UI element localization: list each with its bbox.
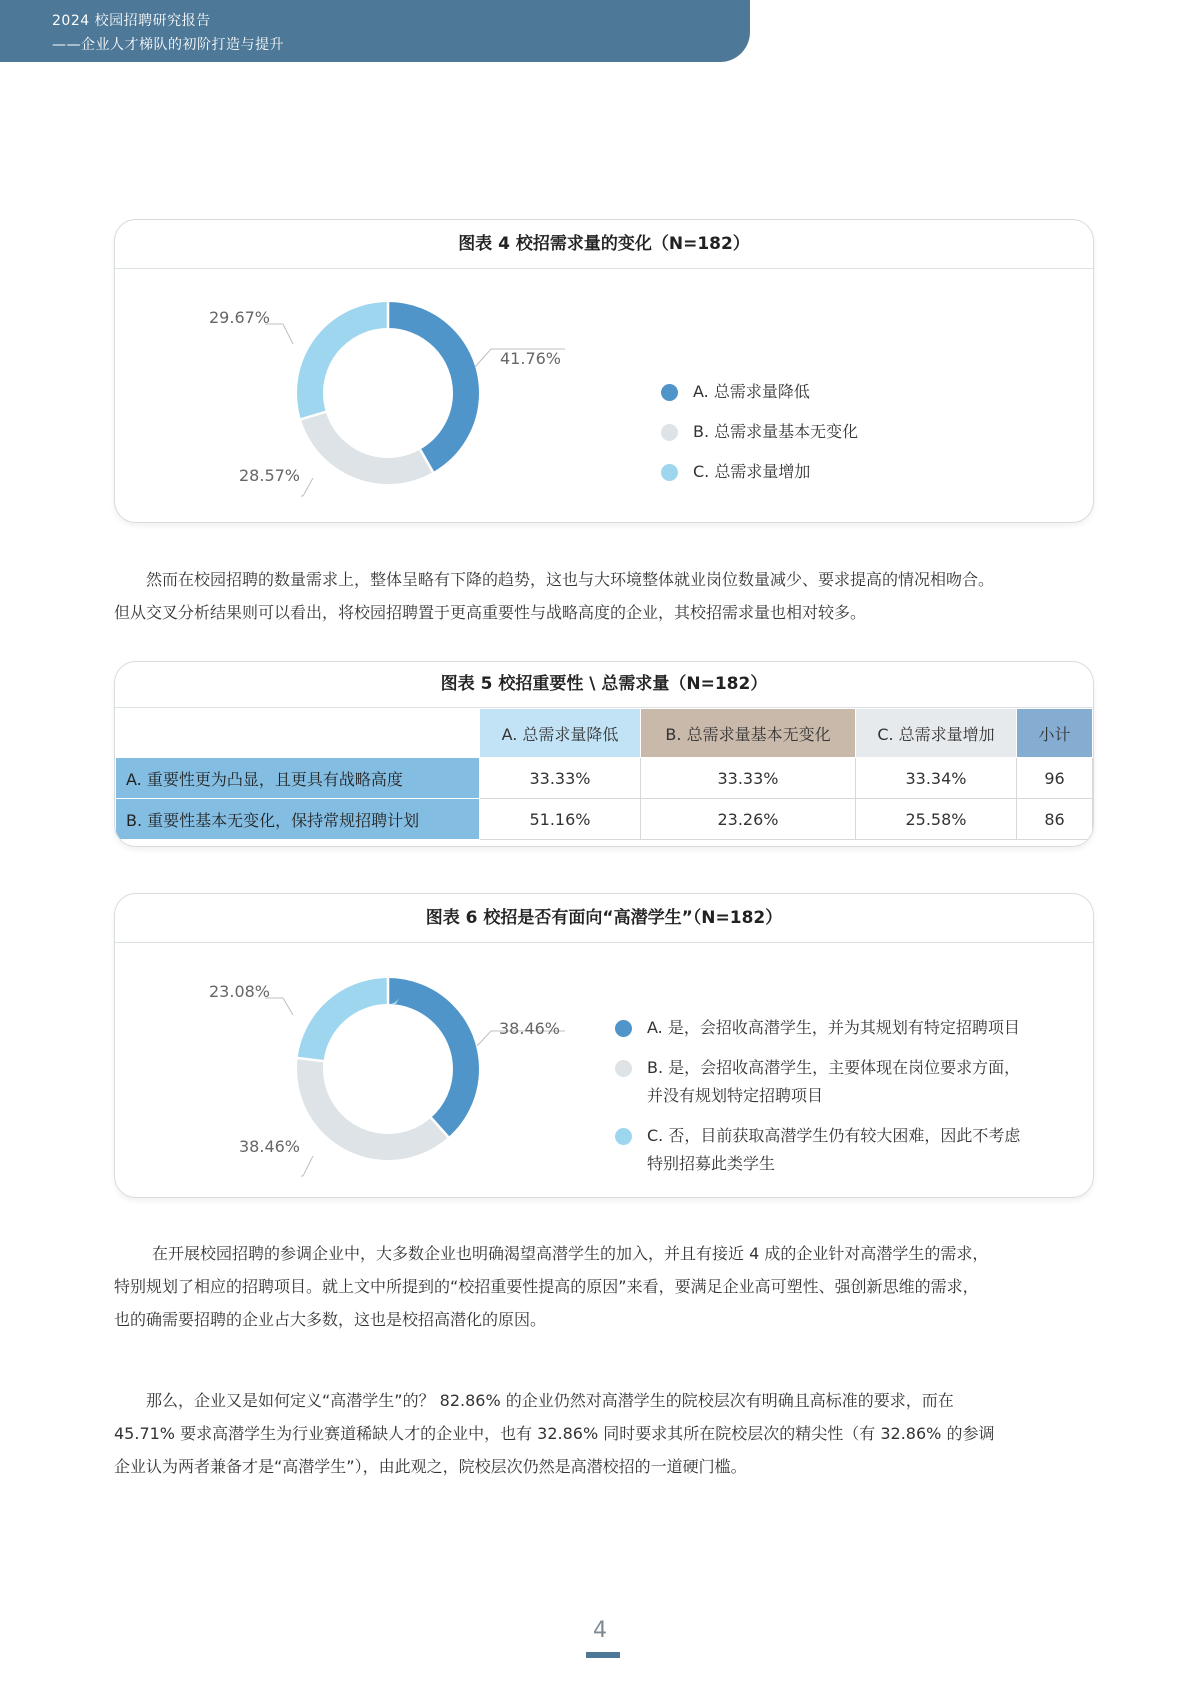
legend-dot-b-icon [661, 424, 678, 441]
figure6-card [114, 893, 1094, 1198]
legend-item-a [661, 378, 858, 406]
legend-item-b [661, 418, 858, 446]
paragraph-2-line-3: 也的确需要招聘的企业占大多数，这也是校招高潜化的原因。 [114, 1310, 547, 1329]
paragraph-2-line-1: 在开展校园招聘的参调企业中，大多数企业也明确渴望高潜学生的加入，并且有接近 4 成的企业针对高潜学生的需求， [152, 1244, 989, 1263]
cross-analysis-table [115, 708, 1093, 840]
page-number-underline [586, 1652, 620, 1658]
figure4-legend [661, 378, 858, 486]
legend-dot-a-icon [661, 384, 678, 401]
legend-label-a: A. 总需求量降低 [693, 382, 810, 401]
figure6-title: 图表 6 校招是否有面向“高潜学生”（N=182） [115, 894, 1093, 943]
table-cell: 96 [1017, 758, 1093, 799]
legend-item-a [615, 1014, 1020, 1042]
figure5-title: 图表 5 校招重要性 \ 总需求量（N=182） [115, 662, 1093, 708]
column-header-subtotal: 小计 [1017, 709, 1093, 758]
legend-label-c-line-2: 特别招募此类学生 [647, 1154, 776, 1173]
page-number: 4 [593, 1618, 607, 1643]
legend-label-b: B. 总需求量基本无变化 [693, 422, 859, 441]
report-title: 2024 校园招聘研究报告 [52, 13, 211, 29]
row-header-a: A. 重要性更为凸显，且更具有战略高度 [116, 758, 480, 799]
table-corner [116, 709, 480, 758]
figure4-card [114, 219, 1094, 523]
table-cell: 25.58% [856, 799, 1017, 840]
table-cell: 33.33% [480, 758, 641, 799]
table-cell: 33.34% [856, 758, 1017, 799]
legend-label-a: A. 是，会招收高潜学生，并为其规划有特定招聘项目 [647, 1018, 1020, 1037]
legend-dot-c-icon [615, 1128, 632, 1145]
figure6-label-a: 38.46% [499, 1019, 561, 1038]
legend-label-c: C. 总需求量增加 [693, 462, 811, 481]
paragraph-2-line-2: 特别规划了相应的招聘项目。就上文中所提到的“校招重要性提高的原因”来看，要满足企业高可塑性、强创新思维的需求， [114, 1277, 979, 1296]
column-header-b: B. 总需求量基本无变化 [641, 709, 856, 758]
paragraph-1 [114, 563, 1094, 629]
legend-item-c [615, 1122, 1020, 1178]
figure6-label-c: 23.08% [209, 982, 271, 1001]
legend-dot-c-icon [661, 464, 678, 481]
column-header-a: A. 总需求量降低 [480, 709, 641, 758]
table-row [116, 799, 1093, 840]
paragraph-3-line-2: 45.71% 要求高潜学生为行业赛道稀缺人才的企业中，也有 32.86% 同时要求其所在院校层次的精尖性（有 32.86% 的参调 [114, 1424, 995, 1443]
paragraph-3 [114, 1384, 1094, 1483]
figure6-label-b: 38.46% [239, 1137, 301, 1156]
table-cell: 33.33% [641, 758, 856, 799]
report-header-band [0, 0, 750, 62]
table-cell: 86 [1017, 799, 1093, 840]
report-subtitle: ——企业人才梯队的初阶打造与提升 [52, 37, 284, 53]
legend-dot-b-icon [615, 1060, 632, 1077]
legend-label-c-line-1: C. 否，目前获取高潜学生仍有较大困难，因此不考虑 [647, 1126, 1021, 1145]
table-header-row [116, 709, 1093, 758]
paragraph-3-line-3: 企业认为两者兼备才是“高潜学生”），由此观之，院校层次仍然是高潜校招的一道硬门槛。 [114, 1457, 747, 1476]
legend-item-b [615, 1054, 1020, 1110]
paragraph-2 [114, 1237, 1094, 1336]
figure4-label-a: 41.76% [500, 349, 562, 368]
figure4-label-b: 28.57% [239, 466, 301, 485]
paragraph-1-line-1: 然而在校园招聘的数量需求上，整体呈略有下降的趋势，这也与大环境整体就业岗位数量减少、要求提高的情况相吻合。 [146, 570, 995, 589]
figure4-label-c: 29.67% [209, 308, 271, 327]
paragraph-1-line-2: 但从交叉分析结果则可以看出，将校园招聘置于更高重要性与战略高度的企业，其校招需求量也相对较多。 [114, 603, 867, 622]
table-row [116, 758, 1093, 799]
row-header-b: B. 重要性基本无变化，保持常规招聘计划 [116, 799, 480, 840]
legend-item-c [661, 458, 858, 486]
legend-label-b-line-1: B. 是，会招收高潜学生，主要体现在岗位要求方面， [647, 1058, 1021, 1077]
table-cell: 51.16% [480, 799, 641, 840]
figure5-card [114, 661, 1094, 847]
legend-label-b-line-2: 并没有规划特定招聘项目 [647, 1086, 824, 1105]
figure6-legend [615, 1014, 1020, 1178]
column-header-c: C. 总需求量增加 [856, 709, 1017, 758]
figure4-title: 图表 4 校招需求量的变化（N=182） [115, 220, 1093, 269]
table-cell: 23.26% [641, 799, 856, 840]
legend-dot-a-icon [615, 1020, 632, 1037]
paragraph-3-line-1: 那么，企业又是如何定义“高潜学生”的？ 82.86% 的企业仍然对高潜学生的院校层次有明确且高标准的要求，而在 [146, 1391, 954, 1410]
